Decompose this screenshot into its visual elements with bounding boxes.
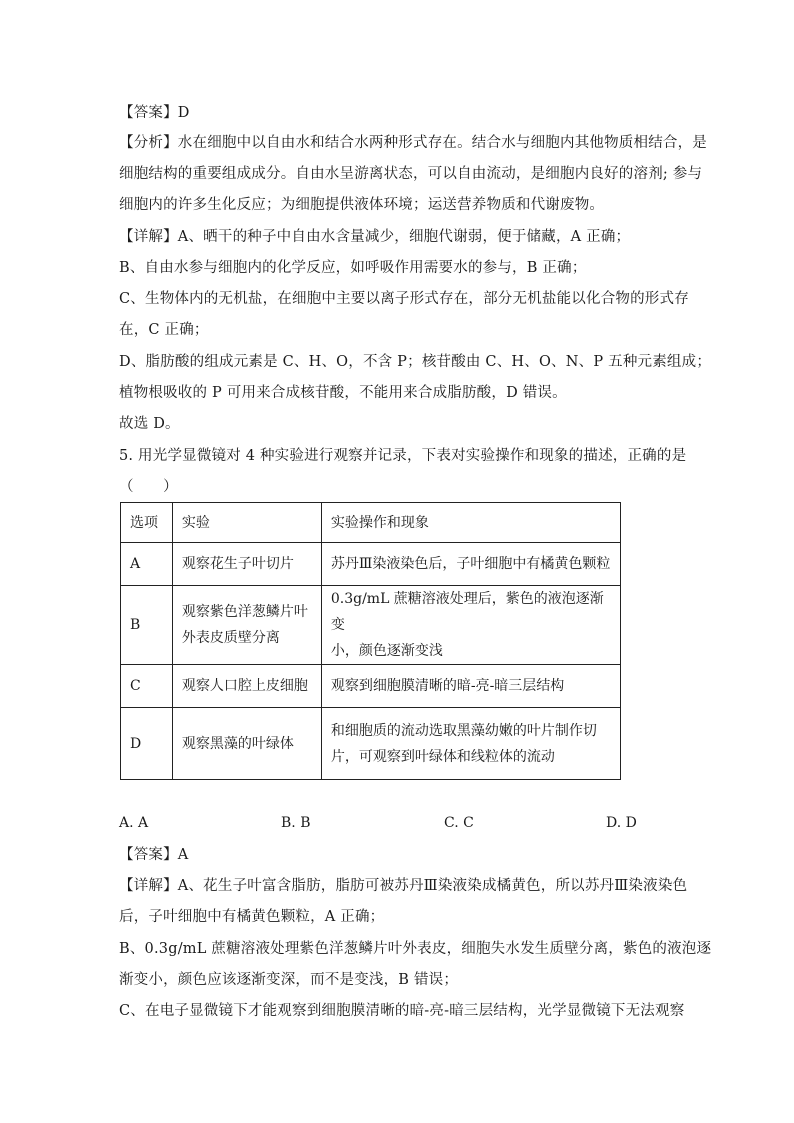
prev-detail-line: 在，C 正确； [119, 322, 209, 338]
prev-analysis-line: 细胞内的许多生化反应；为细胞提供液体环境；运送营养物质和代谢废物。 [119, 197, 605, 213]
choice-c: C. C [444, 815, 474, 831]
table-cell-option: D [121, 708, 173, 780]
table-cell-experiment: 观察花生子叶切片 [172, 543, 321, 586]
table-cell-experiment [172, 586, 321, 665]
answer-detail-line: 渐变小，颜色应该逐渐变深，而不是变浅，B 错误； [119, 972, 459, 988]
answer-detail-line: C、在电子显微镜下才能观察到细胞膜清晰的暗-亮-暗三层结构，光学显微镜下无法观察 [119, 1003, 685, 1019]
prev-detail-line: C、生物体内的无机盐，在细胞中主要以离子形式存在，部分无机盐能以化合物的形式存 [119, 291, 689, 307]
cell-line: 和细胞质的流动选取黑藻幼嫩的叶片制作切 [330, 722, 597, 739]
table-row [121, 543, 621, 586]
table-cell-option: A [121, 543, 173, 586]
table-row [121, 586, 621, 665]
table-header-row [121, 503, 621, 543]
prev-detail-line: 植物根吸收的 P 可用来合成核苷酸，不能用来合成脂肪酸，D 错误。 [119, 385, 567, 401]
cell-line: 外表皮质壁分离 [181, 630, 280, 646]
table-header-cell: 实验 [172, 503, 321, 543]
cell-line: 0.3g/mL 蔗糖溶液处理后，紫色的液泡逐渐变 [330, 591, 604, 633]
table-cell-experiment: 观察人口腔上皮细胞 [172, 665, 321, 708]
prev-detail-line: 故选 D。 [119, 416, 180, 432]
prev-analysis-line: 细胞结构的重要组成成分。自由水呈游离状态，可以自由流动，是细胞内良好的溶剂; 参与 [119, 166, 703, 182]
table-cell-phenomenon: 苏丹Ⅲ染液染色后，子叶细胞中有橘黄色颗粒 [321, 543, 620, 586]
choice-d: D. D [606, 815, 637, 831]
question-stem: 5. 用光学显微镜对 4 种实验进行观察并记录，下表对实验操作和现象的描述，正确的是 [119, 448, 687, 464]
choice-a: A. A [119, 815, 149, 831]
choice-b: B. B [281, 815, 311, 831]
cell-line: 观察紫色洋葱鳞片叶 [181, 604, 308, 620]
cell-line: 片，可观察到叶绿体和线粒体的流动 [330, 748, 555, 765]
answer-choices [119, 815, 639, 835]
prev-answer-label: 【答案】D [119, 105, 190, 121]
experiment-table [120, 502, 621, 780]
answer-label: 【答案】A [119, 847, 189, 863]
table-header-cell: 选项 [121, 503, 173, 543]
table-header-cell: 实验操作和现象 [321, 503, 620, 543]
prev-analysis-line: 【分析】水在细胞中以自由水和结合水两种形式存在。结合水与细胞内其他物质相结合，是 [119, 135, 707, 151]
cell-line: 小，颜色逐渐变浅 [330, 643, 443, 659]
prev-detail-line: D、脂肪酸的组成元素是 C、H、O，不含 P；核苷酸由 C、H、O、N、P 五种元素组成； [119, 354, 712, 370]
table-cell-option: C [121, 665, 173, 708]
table-cell-option: B [121, 586, 173, 665]
prev-detail-line: B、自由水参与细胞内的化学反应，如呼吸作用需要水的参与，B 正确； [119, 260, 587, 276]
table-row [121, 708, 621, 780]
answer-detail-line: 后，子叶细胞中有橘黄色颗粒，A 正确； [119, 909, 385, 925]
table-cell-phenomenon [321, 586, 620, 665]
prev-detail-line: 【详解】A、晒干的种子中自由水含量减少，细胞代谢弱，便于储藏，A 正确； [119, 229, 631, 245]
table-cell-phenomenon [321, 708, 620, 780]
answer-detail-line: B、0.3g/mL 蔗糖溶液处理紫色洋葱鳞片叶外表皮，细胞失水发生质壁分离，紫色的液泡逐 [119, 941, 712, 957]
answer-detail-line: 【详解】A、花生子叶富含脂肪，脂肪可被苏丹Ⅲ染液染成橘黄色，所以苏丹Ⅲ染液染色 [119, 878, 688, 894]
question-blank: （ ） [119, 479, 178, 495]
table-cell-phenomenon: 观察到细胞膜清晰的暗-亮-暗三层结构 [321, 665, 620, 708]
table-cell-experiment: 观察黑藻的叶绿体 [172, 708, 321, 780]
table-row [121, 665, 621, 708]
